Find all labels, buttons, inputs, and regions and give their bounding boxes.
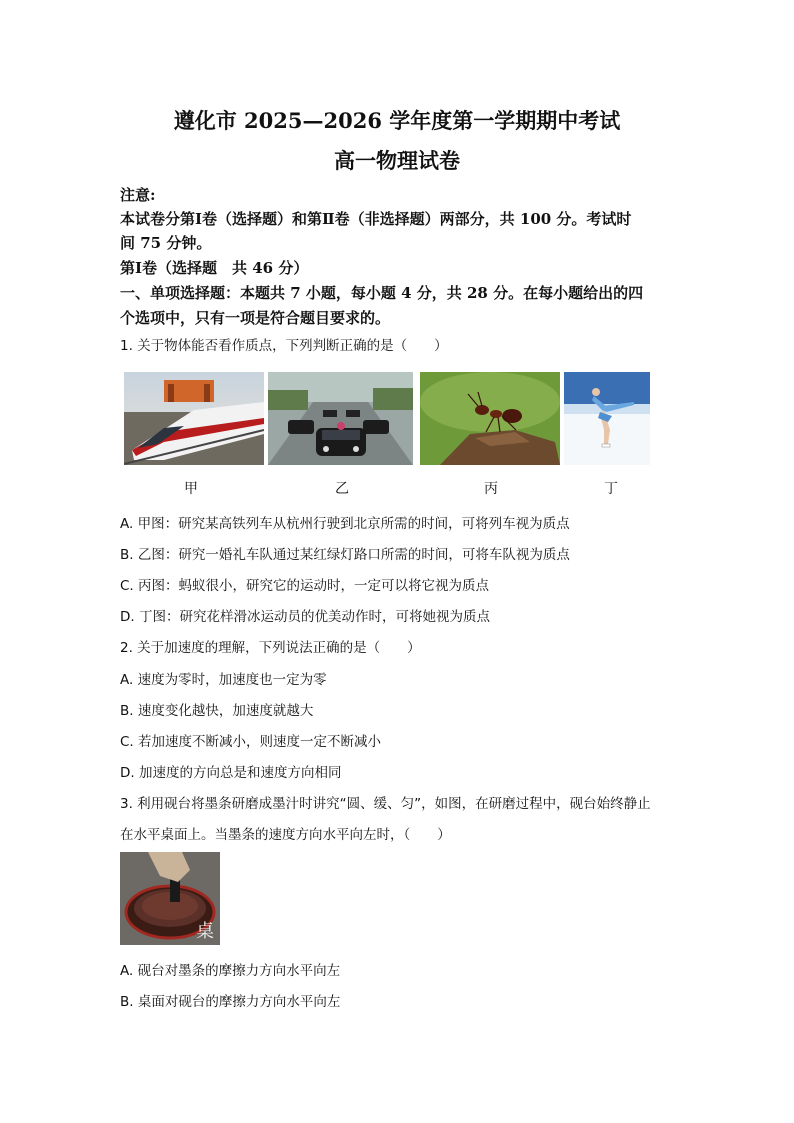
question-2-stem: 2. 关于加速度的理解，下列说法正确的是（ ） xyxy=(120,640,421,656)
caption-ding: 丁 xyxy=(604,481,618,497)
notice-label: 注意: xyxy=(120,186,156,204)
desk-label: 桌 xyxy=(196,921,214,942)
question-2-option-d: D. 加速度的方向总是和速度方向相同 xyxy=(120,765,342,781)
question-1-stem: 1. 关于物体能否看作质点，下列判断正确的是（ ） xyxy=(120,338,448,354)
question-2-option-c: C. 若加速度不断减小，则速度一定不断减小 xyxy=(120,734,382,750)
question-2-option-a: A. 速度为零时，加速度也一定为零 xyxy=(120,672,327,688)
question-1-option-d: D. 丁图：研究花样滑冰运动员的优美动作时，可将她视为质点 xyxy=(120,609,490,625)
figure-skater-photo xyxy=(564,372,650,465)
question-1-option-c: C. 丙图：蚂蚁很小，研究它的运动时，一定可以将它视为质点 xyxy=(120,578,490,594)
notice-line-2: 间 75 分钟。 xyxy=(120,234,212,252)
part-one-heading: 第Ⅰ卷（选择题 共 46 分） xyxy=(120,259,309,277)
section-heading-line-1: 一、单项选择题：本题共 7 小题，每小题 4 分，共 28 分。在每小题给出的四 xyxy=(120,284,644,302)
car-convoy-photo xyxy=(268,372,413,465)
question-3-stem-line-1: 3. 利用砚台将墨条研磨成墨汁时讲究“圆、缓、匀”，如图，在研磨过程中，砚台始终静止 xyxy=(120,796,651,812)
exam-subtitle: 高一物理试卷 xyxy=(334,148,460,173)
question-1-option-b: B. 乙图：研究一婚礼车队通过某红绿灯路口所需的时间，可将车队视为质点 xyxy=(120,547,570,563)
notice-line-1: 本试卷分第Ⅰ卷（选择题）和第Ⅱ卷（非选择题）两部分，共 100 分。考试时 xyxy=(120,210,632,228)
train-photo xyxy=(124,372,264,465)
question-1-option-a: A. 甲图：研究某高铁列车从杭州行驶到北京所需的时间，可将列车视为质点 xyxy=(120,516,570,532)
caption-jia: 甲 xyxy=(184,481,198,497)
question-3-option-b: B. 桌面对砚台的摩擦力方向水平向左 xyxy=(120,994,341,1010)
question-2-option-b: B. 速度变化越快，加速度就越大 xyxy=(120,703,314,719)
caption-yi: 乙 xyxy=(335,481,349,497)
question-3-option-a: A. 砚台对墨条的摩擦力方向水平向左 xyxy=(120,963,341,979)
question-3-stem-line-2: 在水平桌面上。当墨条的速度方向水平向左时，（ ） xyxy=(120,827,451,843)
exam-title: 遵化市 2025—2026 学年度第一学期期中考试 xyxy=(173,108,621,133)
inkstone-photo xyxy=(120,852,220,945)
caption-bing: 丙 xyxy=(484,481,498,497)
section-heading-line-2: 个选项中，只有一项是符合题目要求的。 xyxy=(120,309,391,327)
ant-photo xyxy=(420,372,560,465)
